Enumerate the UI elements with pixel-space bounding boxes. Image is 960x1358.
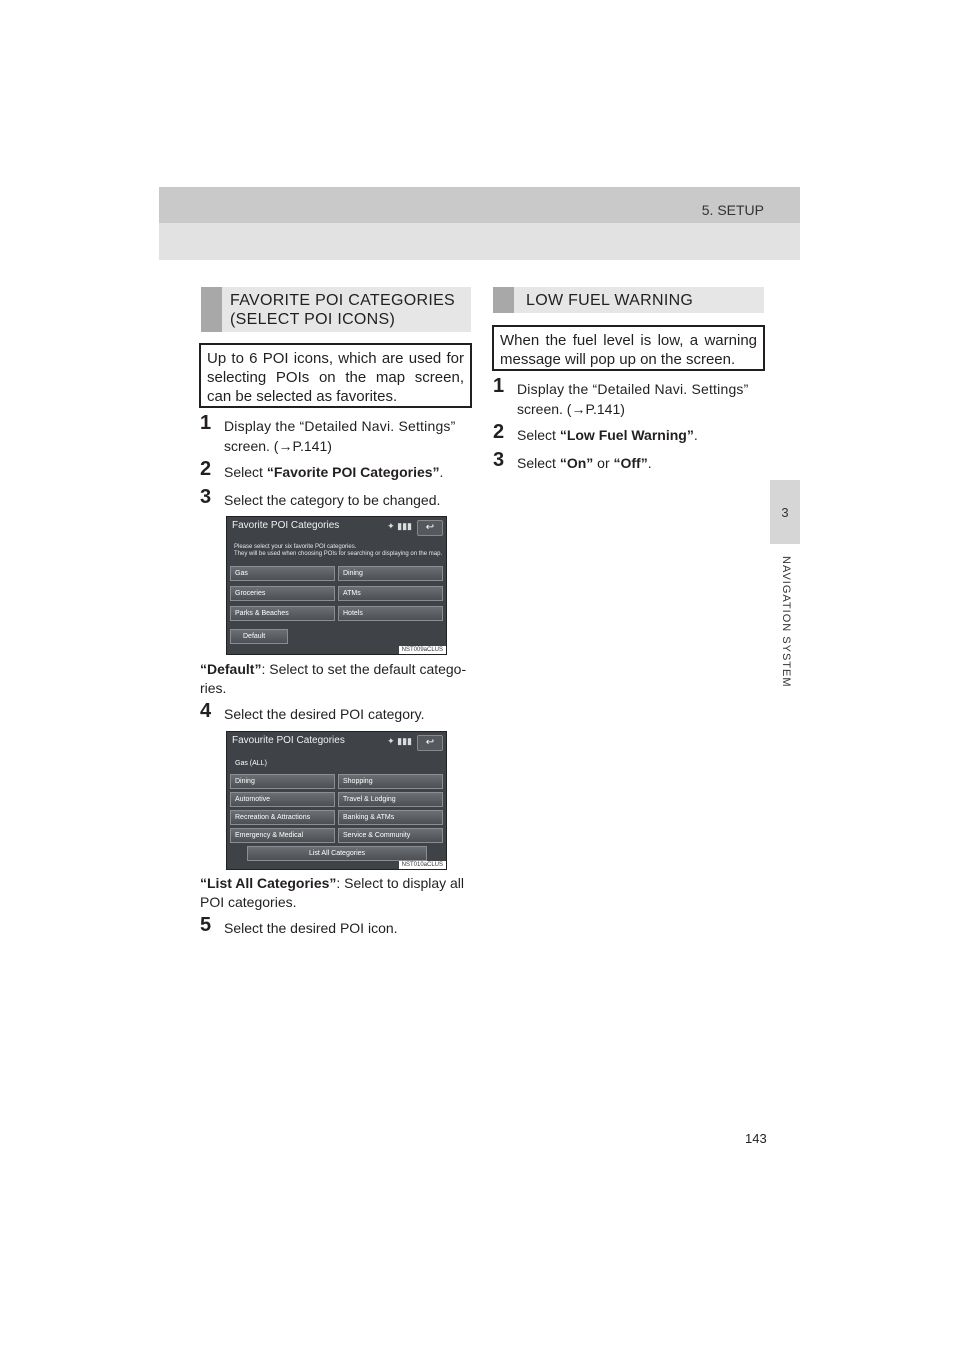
step-number: 1 — [493, 375, 505, 397]
page-number: 143 — [745, 1131, 767, 1146]
screen-button-banking-atms: Banking & ATMs — [338, 810, 443, 825]
left-step-5 — [200, 914, 472, 939]
header-top-bar — [159, 187, 800, 223]
step-text-post: . — [439, 464, 444, 480]
left-section-heading — [201, 287, 471, 332]
chapter-number: 3 — [781, 504, 789, 520]
left-heading-line1: FAVORITE POI CATEGORIES — [230, 292, 456, 309]
screen-button-emergency-medical: Emergency & Medical — [230, 828, 335, 843]
note-default — [200, 660, 472, 698]
step-text-continued: screen. (→P.141) — [224, 438, 332, 454]
step-text: Display the “Detailed Navi. Settings” — [517, 381, 749, 397]
right-step-1 — [493, 375, 765, 420]
screen-title: Favorite POI Categories — [232, 520, 340, 531]
step-number: 5 — [200, 914, 212, 936]
screen-button-parks-beaches: Parks & Beaches — [230, 606, 335, 621]
screen-button-atms: ATMs — [338, 586, 443, 601]
left-step-2 — [200, 458, 472, 483]
signal-icon: ✦ ▮▮▮ — [387, 521, 412, 531]
screen-button-shopping: Shopping — [338, 774, 443, 789]
screen-button-automotive: Automotive — [230, 792, 335, 807]
step-text-pre: Select — [517, 427, 560, 443]
step-text-continued: screen. (→P.141) — [517, 401, 625, 417]
screenshot-favorite-poi-categories — [226, 516, 447, 655]
step-option-on: “On” — [559, 455, 594, 471]
note-default-label: “Default” — [200, 661, 262, 677]
step-text-post: . — [647, 455, 652, 471]
screen-button-default: Default — [230, 629, 288, 644]
screen-button-gas-all: Gas (ALL) — [230, 756, 296, 771]
signal-icon: ✦ ▮▮▮ — [387, 736, 412, 746]
image-code: NST010aCLUS — [399, 861, 446, 869]
step-text: Select the desired POI category. — [224, 706, 425, 722]
screen-button-hotels: Hotels — [338, 606, 443, 621]
screen-button-recreation-attractions: Recreation & Attractions — [230, 810, 335, 825]
step-option-off: “Off” — [613, 455, 648, 471]
step-text-pre: Select — [517, 455, 560, 471]
page-header — [159, 187, 800, 260]
image-code: NST009aCLUS — [399, 646, 446, 654]
step-option-favorite-poi-categories: “Favorite POI Categories” — [266, 464, 440, 480]
screen-button-dining: Dining — [230, 774, 335, 789]
chapter-tab — [770, 480, 800, 544]
screen-button-gas: Gas — [230, 566, 335, 581]
chapter-label: NAVIGATION SYSTEM — [780, 556, 792, 688]
screen-button-groceries: Groceries — [230, 586, 335, 601]
screen-button-travel-lodging: Travel & Lodging — [338, 792, 443, 807]
left-intro-box: Up to 6 POI icons, which are used for selecting POIs on the map screen, can be selected as favorites. — [199, 343, 472, 408]
note-default-text: : Select to set the default catego- — [261, 661, 467, 677]
note-list-text-continued: POI categories. — [200, 894, 297, 910]
step-number: 2 — [200, 458, 212, 480]
step-text — [517, 454, 652, 473]
screenshot-favourite-poi-categories-list — [226, 731, 447, 870]
step-text-pre: Select — [224, 464, 267, 480]
right-intro-box: When the fuel level is low, a warning message will pop up on the screen. — [492, 325, 765, 371]
back-icon: ↩ — [417, 735, 443, 751]
step-text-post: . — [693, 427, 698, 443]
step-text: Display the “Detailed Navi. Settings” — [224, 418, 456, 434]
screen-title: Favourite POI Categories — [232, 735, 345, 746]
left-step-3 — [200, 486, 472, 511]
right-heading: LOW FUEL WARNING — [526, 292, 694, 309]
step-number: 1 — [200, 412, 212, 434]
heading-accent-bar — [201, 287, 222, 332]
left-step-1 — [200, 412, 472, 457]
step-text: Select the category to be changed. — [224, 492, 441, 508]
left-step-4 — [200, 700, 472, 725]
step-text-mid: or — [593, 455, 614, 471]
section-title: 5. SETUP — [701, 202, 764, 218]
step-number: 3 — [493, 449, 505, 471]
step-text — [517, 426, 698, 445]
step-number: 3 — [200, 486, 212, 508]
heading-accent-bar — [493, 287, 514, 313]
note-list-all-categories — [200, 874, 472, 912]
right-section-heading — [493, 287, 764, 313]
back-icon: ↩ — [417, 520, 443, 536]
screen-message — [234, 544, 442, 558]
note-list-text: : Select to display all — [336, 875, 465, 891]
step-number: 4 — [200, 700, 212, 722]
step-option-low-fuel-warning: “Low Fuel Warning” — [559, 427, 694, 443]
step-text — [224, 463, 443, 482]
screen-message-line2: They will be used when choosing POIs for searching or displaying on the map. — [234, 551, 443, 557]
screen-button-dining: Dining — [338, 566, 443, 581]
left-heading-line2: (SELECT POI ICONS) — [230, 311, 396, 328]
note-default-text-continued: ries. — [200, 680, 227, 696]
step-number: 2 — [493, 421, 505, 443]
right-step-3 — [493, 449, 765, 474]
right-step-2 — [493, 421, 765, 446]
note-list-label: “List All Categories” — [200, 875, 337, 891]
screen-message-line1: Please select your six favorite POI categories. — [234, 544, 357, 550]
screen-button-service-community: Service & Community — [338, 828, 443, 843]
screen-button-list-all-categories: List All Categories — [247, 846, 427, 861]
step-text: Select the desired POI icon. — [224, 920, 398, 936]
